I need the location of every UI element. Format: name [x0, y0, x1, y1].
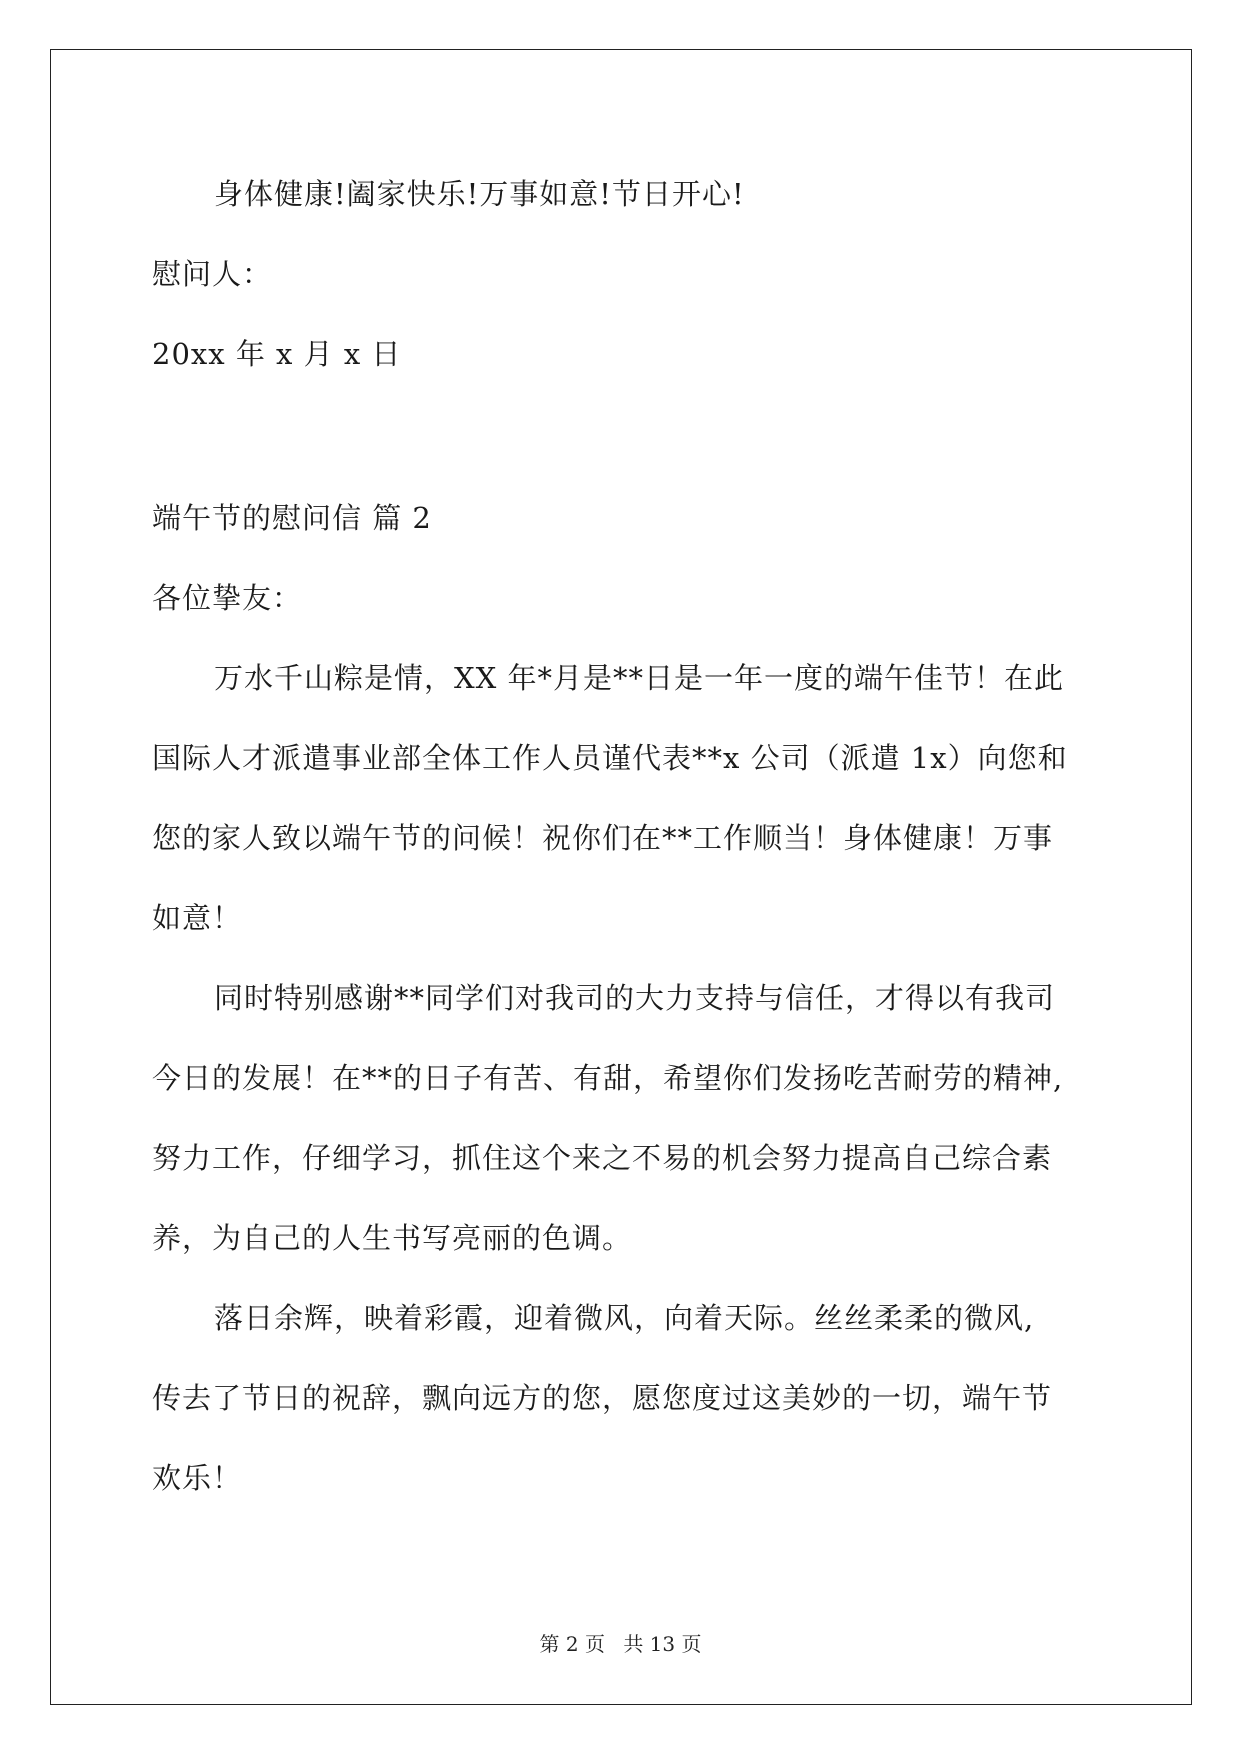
paragraph-2-line-2: 今日的发展！在**的日子有苦、有甜，希望你们发扬吃苦耐劳的精神, [152, 1061, 1064, 1095]
paragraph-3-line-1: 落日余辉，映着彩霞，迎着微风，向着天际。丝丝柔柔的微风, [214, 1301, 1035, 1335]
paragraph-1-line-4: 如意！ [152, 901, 243, 935]
sender-label: 慰问人： [152, 257, 273, 291]
paragraph-1-line-3: 您的家人致以端午节的问候！祝你们在**工作顺当！身体健康！万事 [152, 821, 1054, 855]
paragraph-3-line-2: 传去了节日的祝辞，飘向远方的您，愿您度过这美妙的一切，端午节 [152, 1381, 1053, 1415]
paragraph-2-line-4: 养，为自己的人生书写亮丽的色调。 [152, 1221, 633, 1255]
paragraph-1-line-2: 国际人才派遣事业部全体工作人员谨代表**x 公司（派遣 1x）向您和 [152, 741, 1068, 775]
letter-date: 20xx 年 x 月 x 日 [152, 337, 402, 371]
paragraph-1-line-1: 万水千山粽是情，XX 年*月是**日是一年一度的端午佳节！在此 [214, 661, 1065, 695]
paragraph-2-line-1: 同时特别感谢**同学们对我司的大力支持与信任，才得以有我司 [214, 981, 1056, 1015]
section-title: 端午节的慰问信 篇 2 [152, 501, 432, 535]
paragraph-2-line-3: 努力工作，仔细学习，抓住这个来之不易的机会努力提高自己综合素 [152, 1141, 1053, 1175]
page-number: 第 2 页 [539, 1632, 605, 1656]
page-border [50, 49, 1192, 1705]
closing-wishes: 身体健康!阖家快乐!万事如意!节日开心! [214, 177, 745, 211]
page-total: 共 13 页 [623, 1632, 702, 1656]
page-footer [0, 1632, 1241, 1656]
salutation: 各位挚友： [152, 581, 303, 615]
paragraph-3-line-3: 欢乐！ [152, 1461, 243, 1495]
